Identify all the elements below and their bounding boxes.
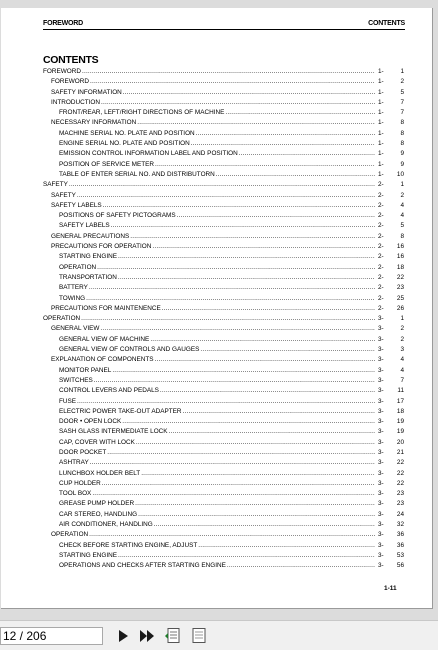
toc-leader-dots [94, 376, 375, 386]
toc-entry-page: 4 [400, 356, 404, 364]
toc-entry[interactable] [43, 283, 404, 293]
toc-entry-title: GENERAL VIEW [51, 325, 100, 333]
toc-entry-page: 5 [400, 88, 404, 96]
toc-entry-chapter: 2- [378, 232, 384, 240]
toc-entry-title: MACHINE SERIAL NO. PLATE AND POSITION [59, 129, 195, 137]
toc-entry-page: 22 [396, 273, 404, 281]
toc-entry-page: 4 [400, 201, 404, 209]
toc-entry-title: GENERAL PRECAUTIONS [51, 232, 130, 240]
toc-entry-page: 8 [400, 232, 404, 240]
last-page-icon[interactable] [138, 627, 156, 645]
toc-entry[interactable] [43, 160, 404, 170]
toc-entry-title: GENERAL VIEW OF CONTROLS AND GAUGES [59, 346, 200, 354]
toc-entry[interactable] [43, 469, 404, 479]
toc-entry[interactable] [43, 335, 404, 345]
toc-entry-chapter: 3- [378, 407, 384, 415]
toc-entry-chapter: 1- [378, 170, 384, 178]
toc-entry-page: 21 [396, 448, 404, 456]
toc-entry[interactable] [43, 294, 404, 304]
toc-entry-title: SAFETY [43, 181, 68, 189]
toc-entry-title: OPERATION [59, 263, 97, 271]
toc-entry-title: LUNCHBOX HOLDER BELT [59, 469, 141, 477]
toc-entry-chapter: 1- [378, 140, 384, 148]
toc-entry-page: 7 [400, 109, 404, 117]
toc-entry-title: ASHTRAY [59, 459, 89, 467]
toc-entry[interactable] [43, 551, 404, 561]
toc-entry-title: PRECAUTIONS FOR OPERATION [51, 243, 152, 251]
toc-entry[interactable] [43, 530, 404, 540]
toc-entry-chapter: 1- [378, 88, 384, 96]
document-page [1, 8, 433, 609]
toc-leader-dots [123, 88, 375, 98]
toc-entry[interactable] [43, 191, 404, 201]
toc-entry-title: OPERATION [51, 531, 89, 539]
page-number-input[interactable]: 12 / 206 [0, 627, 103, 645]
toc-entry-page: 16 [396, 243, 404, 251]
toc-entry[interactable] [43, 273, 404, 283]
toc-entry-page: 1 [400, 68, 404, 75]
toc-entry[interactable] [43, 561, 404, 571]
toc-leader-dots [152, 242, 375, 252]
toc-entry[interactable] [43, 67, 404, 77]
toc-entry-page: 1 [400, 181, 404, 189]
toc-entry-chapter: 3- [378, 479, 384, 487]
toc-entry-chapter: 3- [378, 356, 384, 364]
toc-leader-dots [155, 355, 376, 365]
toc-entry-chapter: 3- [378, 531, 384, 539]
toc-entry-title: GENERAL VIEW OF MACHINE [59, 335, 150, 343]
toc-entry-title: SAFETY INFORMATION [51, 88, 122, 96]
toc-entry-chapter: 1- [378, 109, 384, 117]
toc-entry-page: 22 [396, 459, 404, 467]
toc-entry-chapter: 1- [378, 68, 384, 75]
toc-entry-page: 36 [396, 531, 404, 539]
toc-entry-page: 8 [400, 140, 404, 148]
toc-entry-title: SAFETY [51, 191, 76, 199]
toc-entry-chapter: 2- [378, 263, 384, 271]
toc-entry[interactable] [43, 489, 404, 499]
toc-entry[interactable] [43, 180, 404, 190]
toc-entry[interactable] [43, 324, 404, 334]
toc-leader-dots [191, 139, 375, 149]
toc-entry-title: FUSE [59, 397, 77, 405]
toc-leader-dots [100, 324, 375, 334]
toc-entry-page: 7 [400, 98, 404, 106]
toc-entry-chapter: 1- [378, 78, 384, 86]
toc-entry-title: INTRODUCTION [51, 98, 100, 106]
toc-entry-title: EMISSION CONTROL INFORMATION LABEL AND POSITION [59, 150, 238, 158]
toc-leader-dots [141, 469, 375, 479]
toc-entry-chapter: 1- [378, 129, 384, 137]
toc-leader-dots [154, 520, 375, 530]
toc-entry-chapter: 3- [378, 490, 384, 498]
toc-entry[interactable] [43, 263, 404, 273]
toc-entry[interactable] [43, 427, 404, 437]
toc-entry[interactable] [43, 129, 404, 139]
toc-entry[interactable] [43, 77, 404, 87]
toc-entry-chapter: 3- [378, 469, 384, 477]
toc-leader-dots [77, 191, 375, 201]
toc-entry-page: 16 [396, 253, 404, 261]
toc-entry-chapter: 1- [378, 119, 384, 127]
toc-entry-page: 2 [400, 78, 404, 86]
toc-entry-chapter: 3- [378, 500, 384, 508]
toc-entry-title: BATTERY [59, 284, 88, 292]
toc-entry[interactable] [43, 407, 404, 417]
toc-entry-title: OPERATIONS AND CHECKS AFTER STARTING ENGINE [59, 562, 226, 570]
page-title: CONTENTS [43, 54, 99, 66]
toc-entry-chapter: 2- [378, 294, 384, 302]
toc-entry-page: 8 [400, 119, 404, 127]
toc-entry[interactable] [43, 345, 404, 355]
toc-leader-dots [101, 98, 375, 108]
toc-entry-page: 11 [397, 387, 404, 395]
toc-leader-dots [160, 386, 375, 396]
toc-entry-page: 32 [396, 521, 404, 529]
toc-leader-dots [69, 180, 375, 190]
toc-leader-dots [198, 541, 375, 551]
toc-entry-title: TOWING [59, 294, 86, 302]
toc-entry-page: 19 [396, 418, 404, 426]
toc-entry[interactable] [43, 304, 404, 314]
toc-entry[interactable] [43, 221, 404, 231]
toc-entry-page: 18 [396, 407, 404, 415]
header-contents-label: CONTENTS [368, 20, 405, 27]
toc-entry-chapter: 3- [378, 562, 384, 570]
toc-entry-chapter: 2- [378, 191, 384, 199]
toc-entry-page: 1 [400, 315, 404, 323]
table-of-contents [43, 67, 404, 572]
toc-entry-title: TABLE OF ENTER SERIAL NO. AND DISTRIBUTORN [59, 170, 215, 178]
toc-entry-page: 9 [400, 160, 404, 168]
toc-entry-chapter: 3- [378, 551, 384, 559]
toc-entry-title: POSITIONS OF SAFETY PICTOGRAMS [59, 212, 176, 220]
toc-entry-page: 36 [396, 541, 404, 549]
toc-entry-title: TRANSPORTATION [59, 273, 117, 281]
toc-entry[interactable] [43, 98, 404, 108]
toc-entry[interactable] [43, 201, 404, 211]
toc-entry-title: FOREWORD [51, 78, 89, 86]
toc-entry-page: 26 [396, 304, 404, 312]
toc-entry[interactable] [43, 211, 404, 221]
toc-leader-dots [183, 407, 375, 417]
toc-entry-title: NECESSARY INFORMATION [51, 119, 137, 127]
toc-entry[interactable] [43, 541, 404, 551]
toc-entry-chapter: 3- [378, 387, 384, 395]
toc-entry-chapter: 3- [378, 397, 384, 405]
toc-entry-title: AIR CONDITIONER, HANDLING [59, 521, 153, 529]
toc-leader-dots [118, 551, 375, 561]
toc-entry[interactable] [43, 479, 404, 489]
toc-entry-title: ELECTRIC POWER TAKE-OUT ADAPTER [59, 407, 182, 415]
toc-entry-page: 23 [396, 500, 404, 508]
toc-entry-title: SASH GLASS INTERMEDIATE LOCK [59, 428, 168, 436]
toc-entry-title: CAR STEREO, HANDLING [59, 510, 138, 518]
toc-entry-chapter: 3- [378, 366, 384, 374]
toc-entry-page: 2 [400, 335, 404, 343]
toc-entry[interactable] [43, 170, 404, 180]
toc-entry-page: 20 [396, 438, 404, 446]
toc-entry-chapter: 3- [378, 459, 384, 467]
toc-entry-chapter: 2- [378, 181, 384, 189]
toc-entry[interactable] [43, 314, 404, 324]
page-header [43, 20, 405, 30]
toc-entry[interactable] [43, 355, 404, 365]
toc-leader-dots [225, 108, 375, 118]
toc-entry-chapter: 2- [378, 304, 384, 312]
fit-width-icon[interactable] [190, 627, 208, 645]
toc-leader-dots [89, 530, 375, 540]
toc-entry-page: 24 [396, 510, 404, 518]
toc-entry[interactable] [43, 510, 404, 520]
toc-entry-title: SAFETY LABELS [59, 222, 110, 230]
toc-entry-title: CAP, COVER WITH LOCK [59, 438, 135, 446]
toc-leader-dots [86, 294, 375, 304]
toc-entry-title: ENGINE SERIAL NO. PLATE AND POSITION [59, 140, 190, 148]
toc-entry-page: 2 [400, 191, 404, 199]
toc-leader-dots [216, 170, 375, 180]
toc-entry-chapter: 1- [378, 150, 384, 158]
toc-entry-chapter: 2- [378, 273, 384, 281]
toc-entry[interactable] [43, 366, 404, 376]
next-page-icon[interactable] [114, 627, 132, 645]
toc-leader-dots [130, 232, 375, 242]
toc-entry-page: 9 [400, 150, 404, 158]
toc-leader-dots [196, 129, 375, 139]
toc-entry-page: 56 [396, 562, 404, 570]
toc-leader-dots [122, 417, 375, 427]
toc-entry-chapter: 3- [378, 521, 384, 529]
toc-entry-title: EXPLANATION OF COMPONENTS [51, 356, 154, 364]
toc-leader-dots [200, 345, 375, 355]
toc-entry-chapter: 3- [378, 510, 384, 518]
toc-entry-title: POSITION OF SERVICE METER [59, 160, 155, 168]
toc-entry[interactable] [43, 438, 404, 448]
toc-entry[interactable] [43, 149, 404, 159]
toc-entry-chapter: 1- [378, 98, 384, 106]
toc-entry-chapter: 3- [378, 325, 384, 333]
toc-entry-title: PRECAUTIONS FOR MAINTENENCE [51, 304, 161, 312]
toc-leader-dots [118, 252, 375, 262]
toc-leader-dots [97, 263, 375, 273]
toc-entry-title: DOOR POCKET [59, 448, 107, 456]
toc-entry[interactable] [43, 88, 404, 98]
toc-entry-page: 23 [396, 284, 404, 292]
toc-entry-chapter: 3- [378, 315, 384, 323]
toc-leader-dots [111, 221, 375, 231]
toc-entry-chapter: 3- [378, 428, 384, 436]
toc-leader-dots [162, 304, 375, 314]
toc-entry-page: 22 [396, 479, 404, 487]
toc-entry-chapter: 3- [378, 438, 384, 446]
toc-entry-page: 53 [396, 551, 404, 559]
toc-leader-dots [150, 335, 375, 345]
fit-page-icon[interactable] [164, 627, 182, 645]
toc-leader-dots [103, 201, 375, 211]
toc-entry-chapter: 2- [378, 201, 384, 209]
toc-leader-dots [92, 489, 375, 499]
toc-leader-dots [81, 314, 375, 324]
page-footer-number: 1-11 [384, 585, 397, 592]
toc-entry-page: 5 [400, 222, 404, 230]
toc-entry[interactable] [43, 376, 404, 386]
toc-entry-chapter: 2- [378, 222, 384, 230]
toc-entry-title: CONTROL LEVERS AND PEDALS [59, 387, 159, 395]
toc-entry-title: FRONT/REAR, LEFT/RIGHT DIRECTIONS OF MACHINE [59, 109, 225, 117]
toc-entry[interactable] [43, 458, 404, 468]
toc-leader-dots [82, 67, 375, 77]
toc-entry-page: 2 [400, 325, 404, 333]
toc-entry[interactable] [43, 232, 404, 242]
toc-entry-chapter: 2- [378, 284, 384, 292]
toc-entry-chapter: 3- [378, 541, 384, 549]
toc-leader-dots [136, 438, 375, 448]
toc-entry-chapter: 3- [378, 418, 384, 426]
toc-entry-chapter: 3- [378, 346, 384, 354]
toc-leader-dots [112, 366, 375, 376]
toc-entry-chapter: 3- [378, 376, 384, 384]
header-section-label: FOREWORD [43, 20, 84, 27]
toc-leader-dots [138, 510, 375, 520]
toc-entry-chapter: 2- [378, 243, 384, 251]
toc-entry[interactable] [43, 448, 404, 458]
toc-leader-dots [89, 283, 375, 293]
toc-entry-page: 23 [396, 490, 404, 498]
toc-entry-title: STARTING ENGINE [59, 551, 117, 559]
toc-entry-title: DOOR • OPEN LOCK [59, 418, 122, 426]
toc-leader-dots [90, 77, 375, 87]
toc-entry-title: TOOL BOX [59, 490, 92, 498]
toc-entry[interactable] [43, 397, 404, 407]
toc-entry-title: CHECK BEFORE STARTING ENGINE, ADJUST [59, 541, 198, 549]
toc-entry-chapter: 1- [378, 160, 384, 168]
toc-entry-page: 22 [396, 469, 404, 477]
toc-entry-page: 7 [400, 376, 404, 384]
toc-entry[interactable] [43, 386, 404, 396]
toc-entry-title: FOREWORD [43, 68, 81, 75]
toc-leader-dots [227, 561, 375, 571]
viewer-toolbar [0, 620, 438, 650]
toc-entry-title: CUP HOLDER [59, 479, 101, 487]
toc-entry-page: 19 [396, 428, 404, 436]
toc-leader-dots [118, 273, 375, 283]
toc-leader-dots [135, 499, 375, 509]
toc-leader-dots [102, 479, 375, 489]
toc-entry-page: 8 [400, 129, 404, 137]
toc-entry[interactable] [43, 108, 404, 118]
toc-entry-title: SAFETY LABELS [51, 201, 102, 209]
toc-entry-page: 4 [400, 212, 404, 220]
toc-entry-page: 18 [396, 263, 404, 271]
toc-entry-title: MONITOR PANEL [59, 366, 112, 374]
toc-entry[interactable] [43, 499, 404, 509]
toc-leader-dots [137, 118, 375, 128]
toc-entry-page: 25 [396, 294, 404, 302]
toc-entry-page: 4 [400, 366, 404, 374]
toc-leader-dots [155, 160, 375, 170]
toc-entry[interactable] [43, 139, 404, 149]
toc-entry-title: GREASE PUMP HOLDER [59, 500, 135, 508]
toc-entry-chapter: 2- [378, 253, 384, 261]
toc-entry-chapter: 3- [378, 448, 384, 456]
toc-entry-title: STARTING ENGINE [59, 253, 117, 261]
toc-entry-page: 10 [396, 170, 404, 178]
toc-entry[interactable] [43, 417, 404, 427]
toc-entry-page: 3 [400, 346, 404, 354]
toc-entry[interactable] [43, 118, 404, 128]
toc-entry-title: SWITCHES [59, 376, 93, 384]
toc-leader-dots [239, 149, 375, 159]
toc-leader-dots [107, 448, 375, 458]
toc-entry[interactable] [43, 242, 404, 252]
toc-leader-dots [177, 211, 375, 221]
toc-entry-title: OPERATION [43, 315, 81, 323]
toc-entry-page: 17 [396, 397, 404, 405]
toc-leader-dots [77, 397, 375, 407]
toc-entry-chapter: 3- [378, 335, 384, 343]
toc-entry[interactable] [43, 252, 404, 262]
toc-leader-dots [90, 458, 375, 468]
toc-leader-dots [169, 427, 375, 437]
toc-entry-chapter: 2- [378, 212, 384, 220]
toc-entry[interactable] [43, 520, 404, 530]
